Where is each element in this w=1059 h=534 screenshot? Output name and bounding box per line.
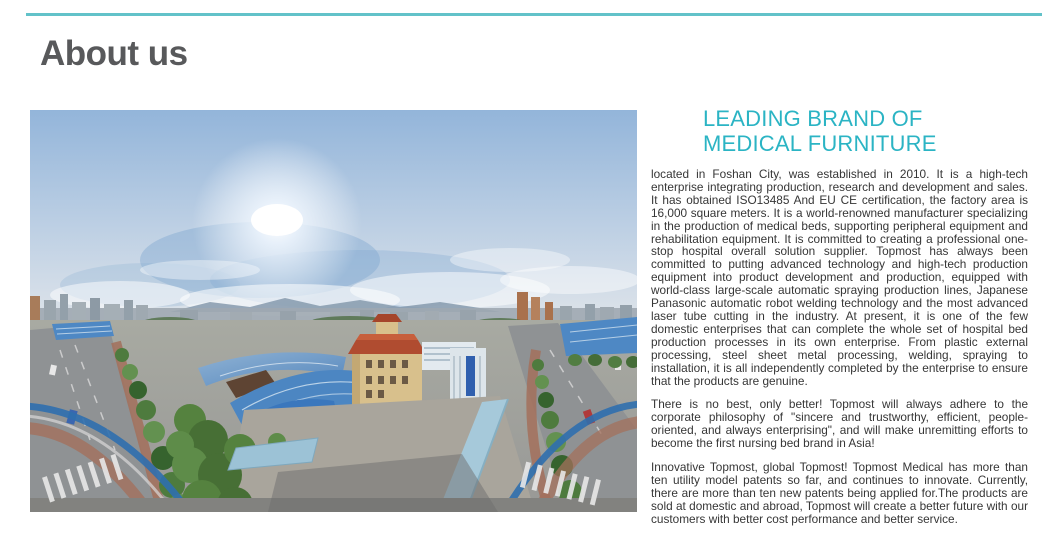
page-title: About us — [40, 34, 188, 73]
top-divider-line — [26, 13, 1042, 16]
about-paragraph-3: Innovative Topmost, global Topmost! Topmost Medical has more than ten utility model patents so far, and continues to innovate. Currently, there are more than ten new patents being applied for.The products are sold at domestic and abroad, Topmost will create a better future with our customers with better cost performance and better service. — [651, 460, 1028, 526]
factory-aerial-panorama — [30, 110, 637, 512]
section-heading-line2: MEDICAL FURNITURE — [703, 131, 937, 156]
about-paragraph-2: There is no best, only better! Topmost will always adhere to the corporate philosophy of "sincere and trustworthy, efficient, people-oriented, and always enterprising", and will make unremitting efforts to become the first nursing bed brand in Asia! — [651, 397, 1028, 451]
factory-panorama-photo — [30, 110, 637, 512]
about-paragraph-1: located in Foshan City, was established in 2010. It is a high-tech enterprise integrating production, research and development and sales. It has obtained ISO13485 And EU CE certification, the factory area is 16,000 square meters. It is a world-renowned manufacturer specializing in the production of medical beds, supporting peripheral equipment and rehabilitation equipment. It is committed to creating a professional one-stop hospital overall solution supplier. Topmost has always been committed to putting advanced technology and high-tech production equipment into product development and production, equipped with world-class large-scale automatic spraying production lines, Japanese Panasonic automatic robot welding technology and the most advanced laser tube cutting in the industry. At present, it is one of the few domestic enterprises that can complete the whole set of hospital bed production processes in its own enterprise. From plastic external processing, steel sheet metal processing, welding, spraying to installation, it is all independently completed by the enterprise to ensure that the products are genuine. — [651, 167, 1028, 388]
about-text-column — [651, 106, 1028, 534]
section-heading-line1: LEADING BRAND OF — [703, 106, 923, 131]
panorama-sky — [30, 110, 637, 322]
section-heading — [651, 106, 1028, 156]
